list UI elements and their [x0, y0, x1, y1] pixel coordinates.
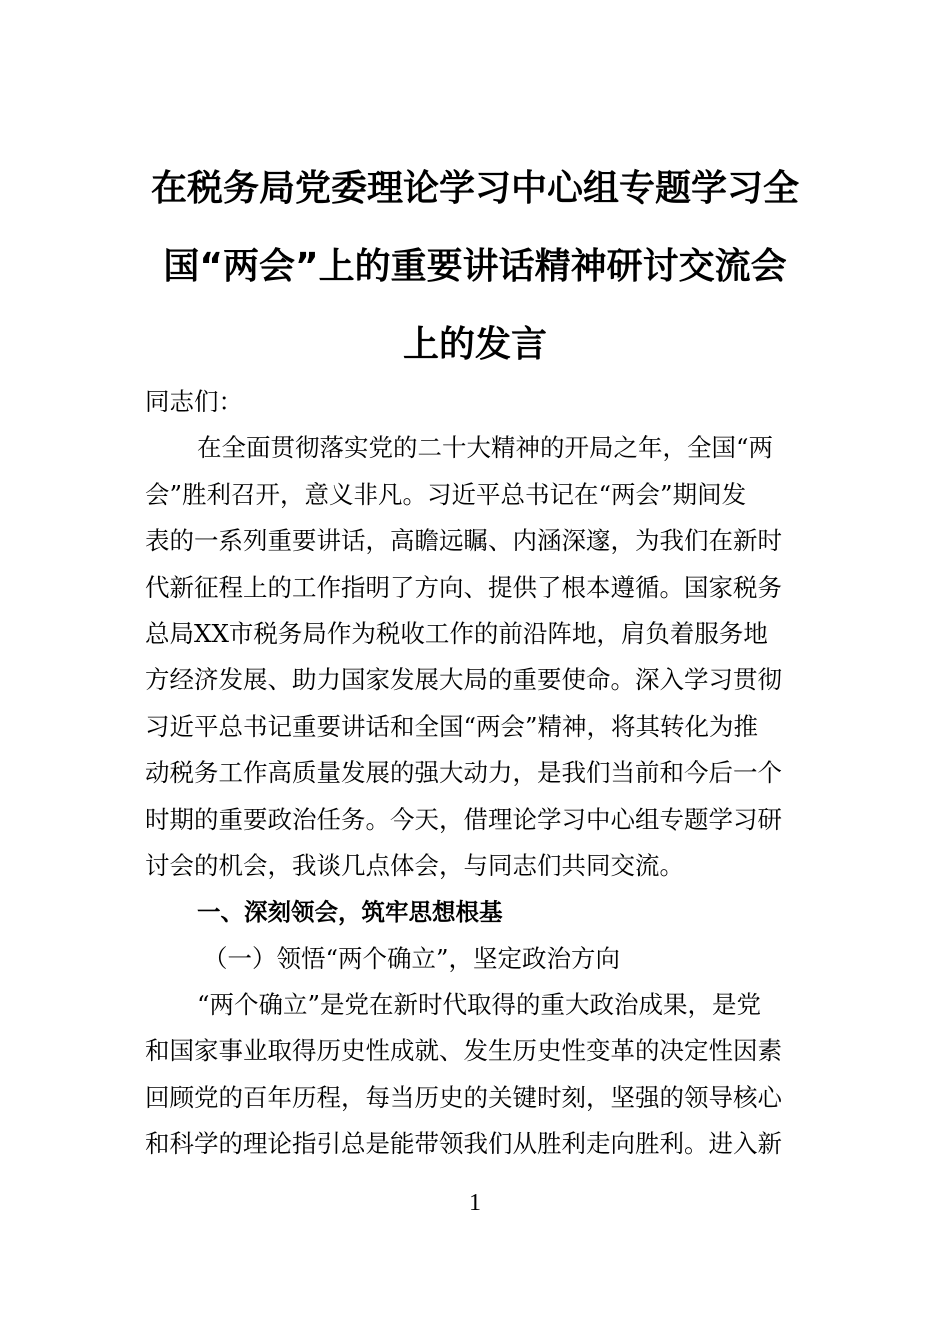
subsection-heading: （一）领悟“两个确立”，坚定政治方向 — [203, 943, 621, 973]
document-body — [145, 379, 810, 1168]
body-line: 表的一系列重要讲话，高瞻远瞩、内涵深邃，为我们在新时 — [145, 526, 782, 556]
title-line: 上的发言 — [402, 324, 547, 365]
body-line: 会”胜利召开，意义非凡。习近平总书记在“两会”期间发 — [145, 479, 747, 509]
body-line: 讨会的机会，我谈几点体会，与同志们共同交流。 — [145, 850, 684, 880]
body-line: “两个确立”是党在新时代取得的重大政治成果，是党 — [197, 990, 762, 1020]
body-line: 方经济发展、助力国家发展大局的重要使命。深入学习贯彻 — [145, 665, 782, 695]
body-line: 和国家事业取得历史性成就、发生历史性变革的决定性因素 — [145, 1036, 782, 1066]
body-line: 总局XX市税务局作为税收工作的前沿阵地，肩负着服务地 — [145, 618, 768, 648]
document-title — [140, 150, 810, 384]
title-line: 国“两会”上的重要讲话精神研讨交流会 — [163, 246, 787, 287]
section-heading: 一、深刻领会，筑牢思想根基 — [197, 898, 503, 927]
body-line: 动税务工作高质量发展的强大动力，是我们当前和今后一个 — [145, 758, 782, 788]
body-line: 时期的重要政治任务。今天，借理论学习中心组专题学习研 — [145, 804, 782, 834]
body-line: 代新征程上的工作指明了方向、提供了根本遵循。国家税务 — [145, 572, 782, 602]
body-line: 回顾党的百年历程，每当历史的关键时刻，坚强的领导核心 — [145, 1082, 782, 1112]
body-line: 和科学的理论指引总是能带领我们从胜利走向胜利。进入新 — [145, 1129, 782, 1159]
salutation: 同志们： — [145, 387, 243, 416]
body-line: 在全面贯彻落实党的二十大精神的开局之年，全国“两 — [197, 433, 774, 463]
title-line: 在税务局党委理论学习中心组专题学习全 — [150, 168, 799, 209]
page-number: 1 — [469, 1190, 481, 1216]
body-line: 习近平总书记重要讲话和全国“两会”精神，将其转化为推 — [145, 711, 759, 741]
